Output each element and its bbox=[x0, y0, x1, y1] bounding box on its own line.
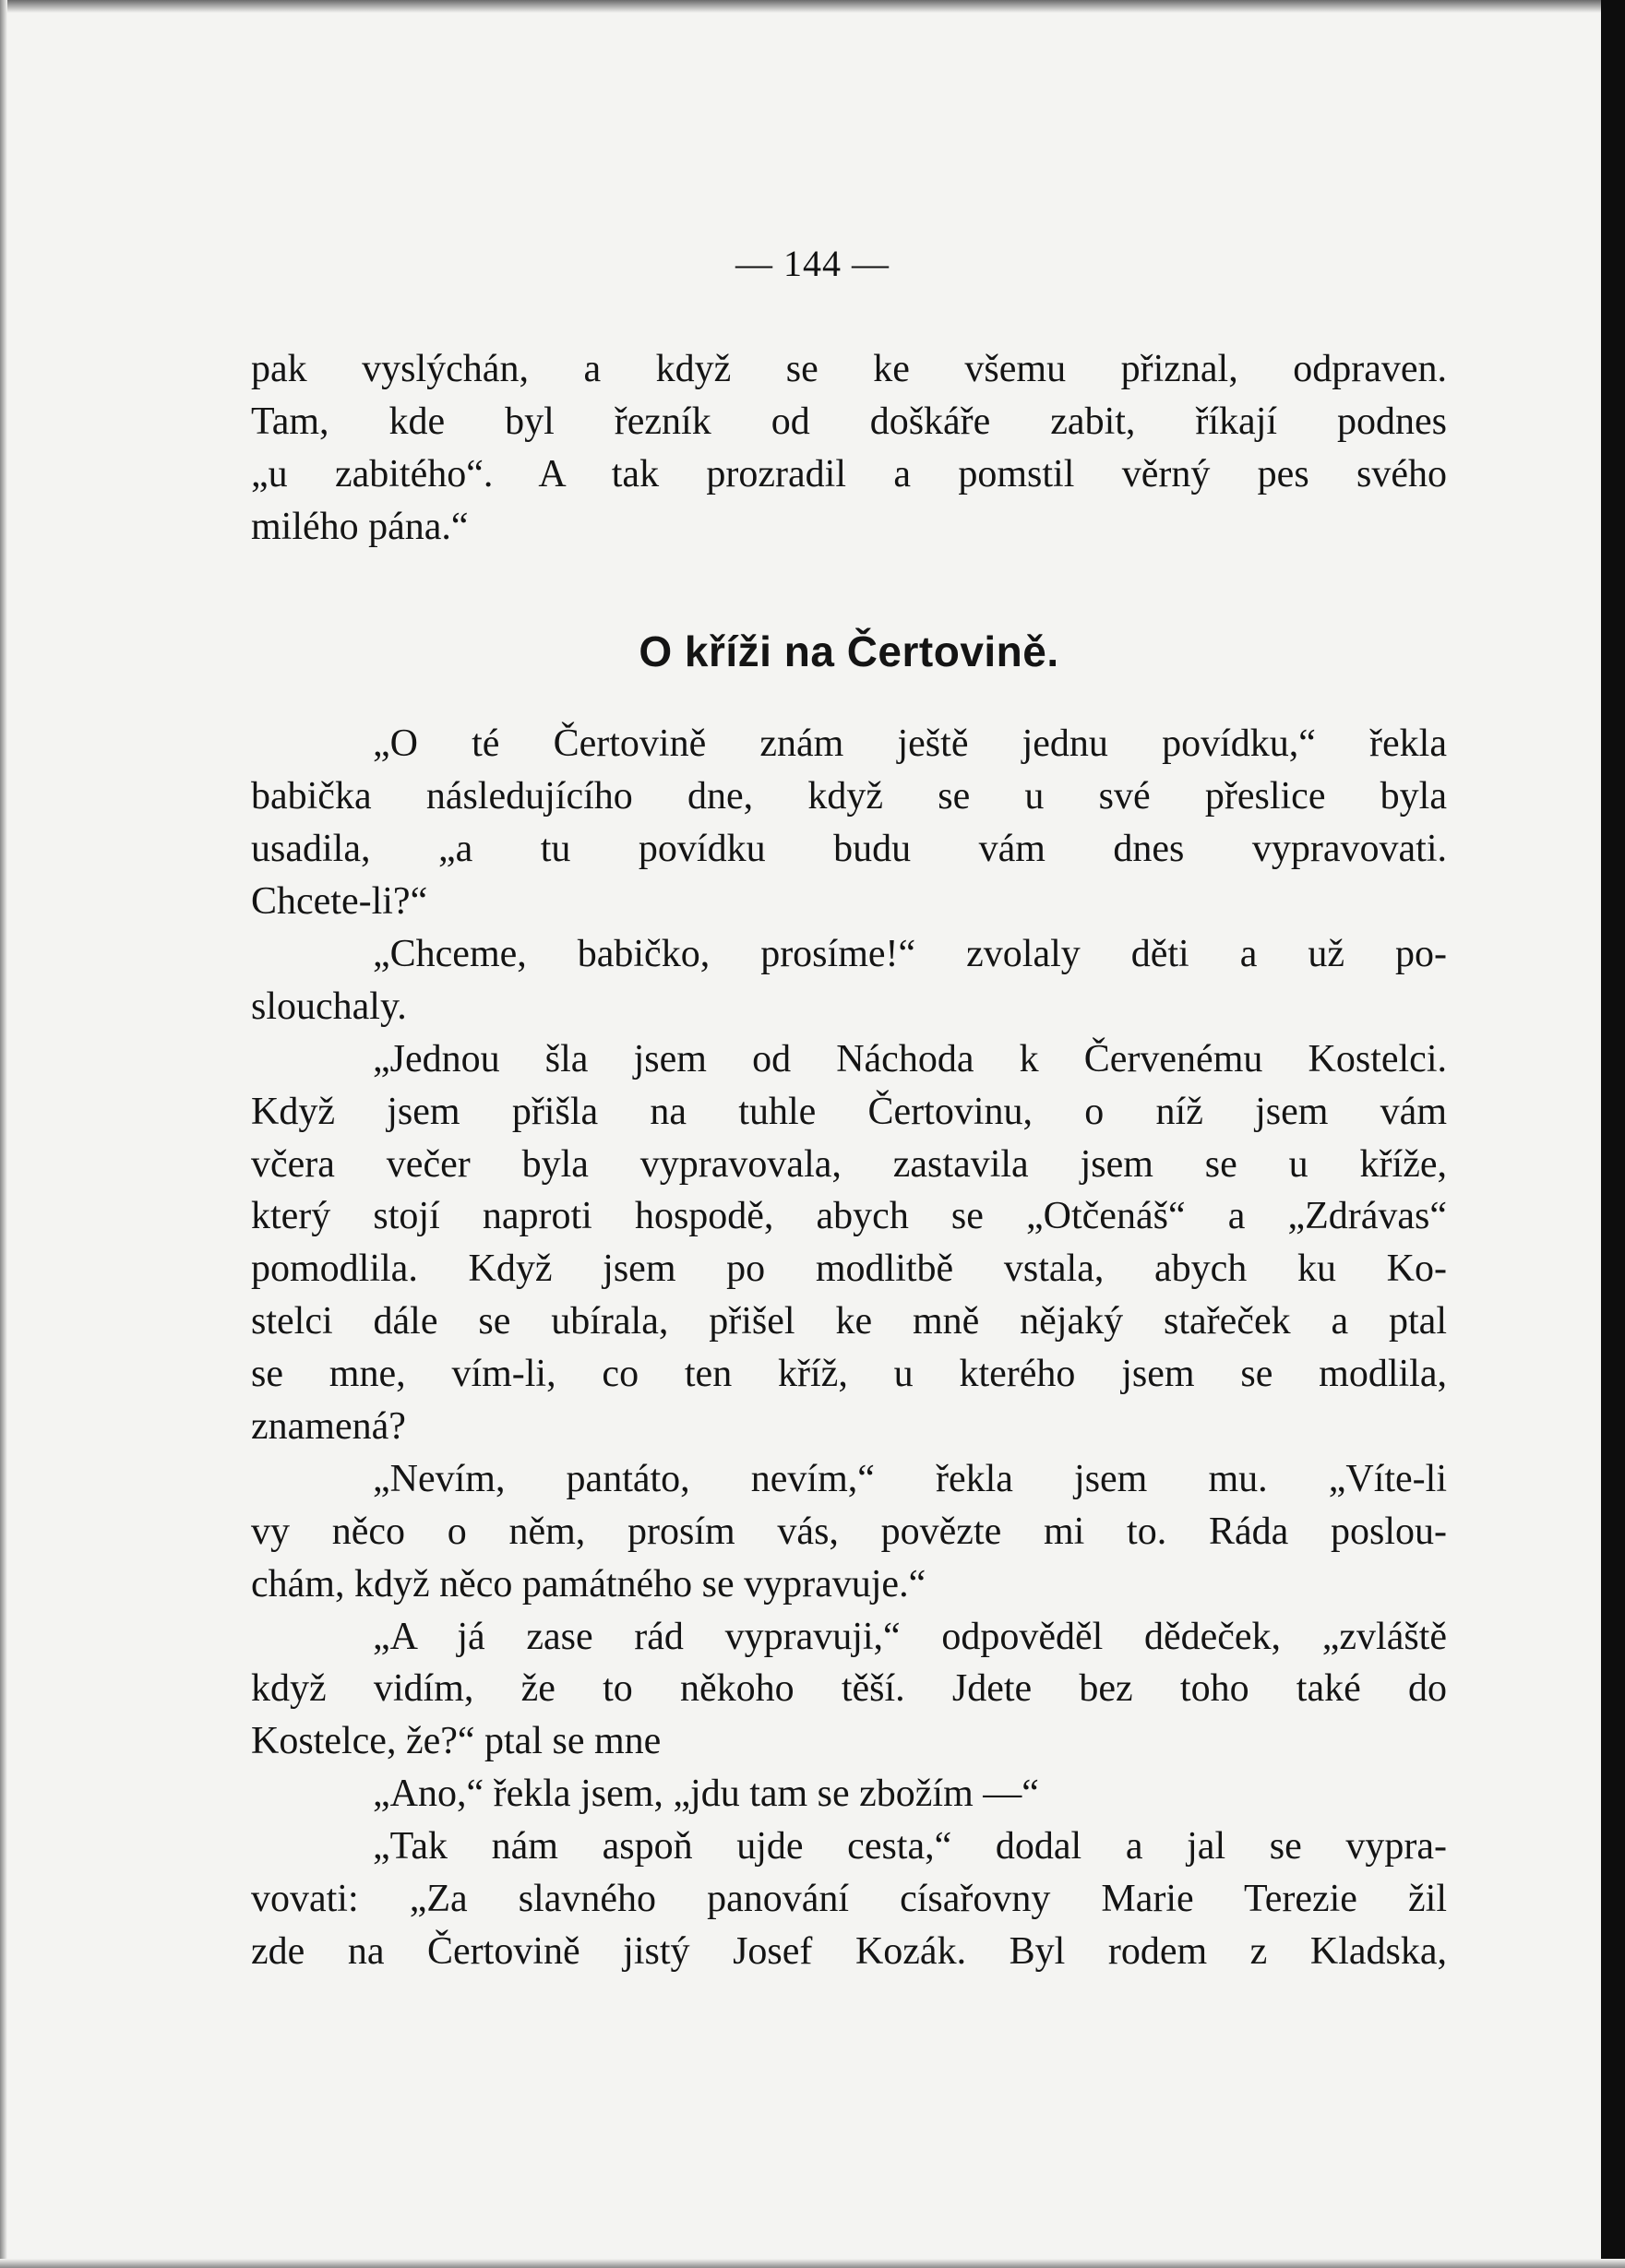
text-line: Tam, kde byl řezník od doškáře zabit, říkají podnes bbox=[251, 400, 1447, 443]
scan-border-left bbox=[0, 0, 7, 2268]
body-text bbox=[251, 343, 1447, 1978]
text-line: babička následujícího dne, když se u své přeslice byla bbox=[251, 775, 1447, 818]
text-line: Když jsem přišla na tuhle Čertovinu, o níž jsem vám bbox=[251, 1090, 1447, 1133]
text-line: slouchaly. bbox=[251, 985, 407, 1028]
scan-border-bottom bbox=[0, 2259, 1625, 2268]
text-line: „u zabitého“. A tak prozradil a pomstil věrný pes svého bbox=[251, 452, 1447, 495]
text-line: vovati: „Za slavného panování císařovny Marie Terezie žil bbox=[251, 1878, 1447, 1921]
text-line: zde na Čertovině jistý Josef Kozák. Byl rodem z Kladska, bbox=[251, 1929, 1447, 1973]
text-line: „Jednou šla jsem od Náchoda k Červenému Kostelci. bbox=[373, 1037, 1447, 1080]
text-line: „Chceme, babičko, prosíme!“ zvolaly děti a už po- bbox=[373, 933, 1447, 976]
text-line: který stojí naproti hospodě, abych se „Otčenáš“ a „Zdrávas“ bbox=[251, 1195, 1447, 1238]
text-line: pomodlila. Když jsem po modlitbě vstala, abych ku Ko- bbox=[251, 1247, 1447, 1291]
text-line: vy něco o něm, prosím vás, povězte mi to. Ráda poslou- bbox=[251, 1510, 1447, 1553]
text-line: milého pána.“ bbox=[251, 505, 469, 548]
text-line: „Nevím, pantáto, nevím,“ řekla jsem mu. „Víte-li bbox=[373, 1457, 1447, 1500]
text-line: „A já zase rád vypravuji,“ odpověděl dědeček, „zvláště bbox=[373, 1615, 1447, 1658]
text-line: chám, když něco památného se vypravuje.“ bbox=[251, 1562, 926, 1606]
text-line: stelci dále se ubírala, přišel ke mně nějaký stařeček a ptal bbox=[251, 1300, 1447, 1343]
text-line: znamená? bbox=[251, 1405, 406, 1449]
text-line: usadila, „a tu povídku budu vám dnes vypravovati. bbox=[251, 828, 1447, 871]
text-line: Kostelce, že?“ ptal se mne bbox=[251, 1720, 662, 1763]
text-line: pak vyslýchán, a když se ke všemu přiznal, odpraven. bbox=[251, 348, 1447, 390]
scan-border-right bbox=[1601, 0, 1625, 2268]
text-line: „Ano,“ řekla jsem, „jdu tam se zbožím —“ bbox=[373, 1773, 1039, 1816]
scan-border-top bbox=[0, 0, 1625, 13]
text-line: když vidím, že to někoho těší. Jdete bez toho také do bbox=[251, 1667, 1447, 1711]
text-line: „O té Čertovině znám ještě jednu povídku,“ řekla bbox=[373, 722, 1447, 766]
section-heading: O kříži na Čertovině. bbox=[639, 627, 1059, 675]
text-line: se mne, vím-li, co ten kříž, u kterého jsem se modlila, bbox=[251, 1353, 1447, 1396]
text-line: včera večer byla vypravovala, zastavila jsem se u kříže, bbox=[251, 1142, 1447, 1186]
text-line: „Tak nám aspoň ujde cesta,“ dodal a jal se vypra- bbox=[373, 1825, 1447, 1868]
page-number: — 144 — bbox=[735, 243, 890, 284]
text-line: Chcete-li?“ bbox=[251, 880, 428, 924]
